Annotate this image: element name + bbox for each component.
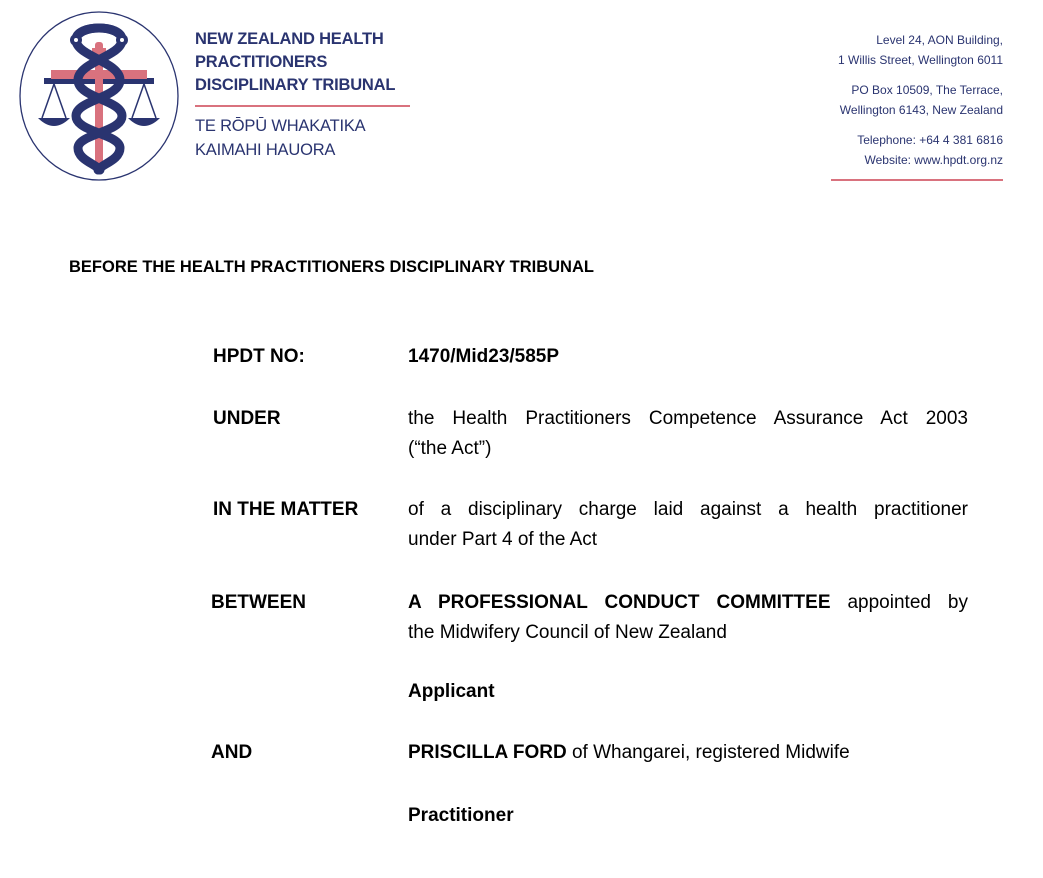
practitioner-description: [408, 738, 968, 768]
applicant-description: [408, 588, 968, 648]
in-the-matter-label: IN THE MATTER: [213, 499, 359, 520]
organisation-name-maori: [195, 114, 425, 162]
practitioner-role-label: Practitioner: [408, 805, 514, 826]
practitioner-line: [408, 738, 968, 768]
po-box-line-2: Wellington 6143, New Zealand: [839, 103, 1003, 117]
po-box-line-1: PO Box 10509, The Terrace,: [851, 83, 1003, 97]
telephone: Telephone: +64 4 381 6816: [857, 133, 1003, 147]
and-label: AND: [211, 742, 253, 763]
street-address-line-2: 1 Willis Street, Wellington 6011: [838, 53, 1003, 67]
organisation-name-english: [195, 28, 425, 97]
website[interactable]: Website: www.hpdt.org.nz: [864, 153, 1003, 167]
hpdt-number-value: 1470/Mid23/585P: [408, 346, 560, 367]
under-text: [408, 404, 968, 464]
maori-name-line: TE RŌPŪ WHAKATIKA: [195, 117, 366, 135]
org-name-line: PRACTITIONERS: [195, 53, 328, 71]
applicant-role-label: Applicant: [408, 681, 495, 702]
applicant-name: A PROFESSIONAL CONDUCT COMMITTEE: [408, 592, 831, 613]
org-name-line: DISCIPLINARY TRIBUNAL: [195, 76, 396, 94]
under-text-line-1: the Health Practitioners Competence Assurance Act 2003: [408, 408, 968, 429]
organisation-name-block: [195, 28, 425, 162]
contact-divider: [831, 179, 1003, 181]
matter-text-line-1: of a disciplinary charge laid against a health practitioner: [408, 499, 968, 520]
maori-name-line: KAIMAHI HAUORA: [195, 141, 336, 159]
under-text-line-2: (“the Act”): [408, 438, 492, 459]
applicant-appointed-by: appointed by: [830, 592, 968, 613]
matter-text: [408, 495, 968, 555]
applicant-line-1: [408, 588, 968, 618]
caduceus-scales-seal-icon: [18, 10, 180, 182]
contact-details: [743, 30, 1003, 181]
under-label: UNDER: [213, 408, 281, 429]
org-name-divider: [195, 105, 410, 107]
practitioner-details: of Whangarei, registered Midwife: [566, 742, 850, 763]
between-label: BETWEEN: [211, 592, 306, 613]
street-address-line-1: Level 24, AON Building,: [876, 33, 1003, 47]
practitioner-name: PRISCILLA FORD: [408, 742, 567, 763]
org-name-line: NEW ZEALAND HEALTH: [195, 30, 384, 48]
matter-text-line-2: under Part 4 of the Act: [408, 529, 598, 550]
tribunal-heading: BEFORE THE HEALTH PRACTITIONERS DISCIPLINARY TRIBUNAL: [69, 258, 594, 276]
hpdt-number-label: HPDT NO:: [213, 346, 305, 367]
applicant-line-2: the Midwifery Council of New Zealand: [408, 622, 727, 643]
